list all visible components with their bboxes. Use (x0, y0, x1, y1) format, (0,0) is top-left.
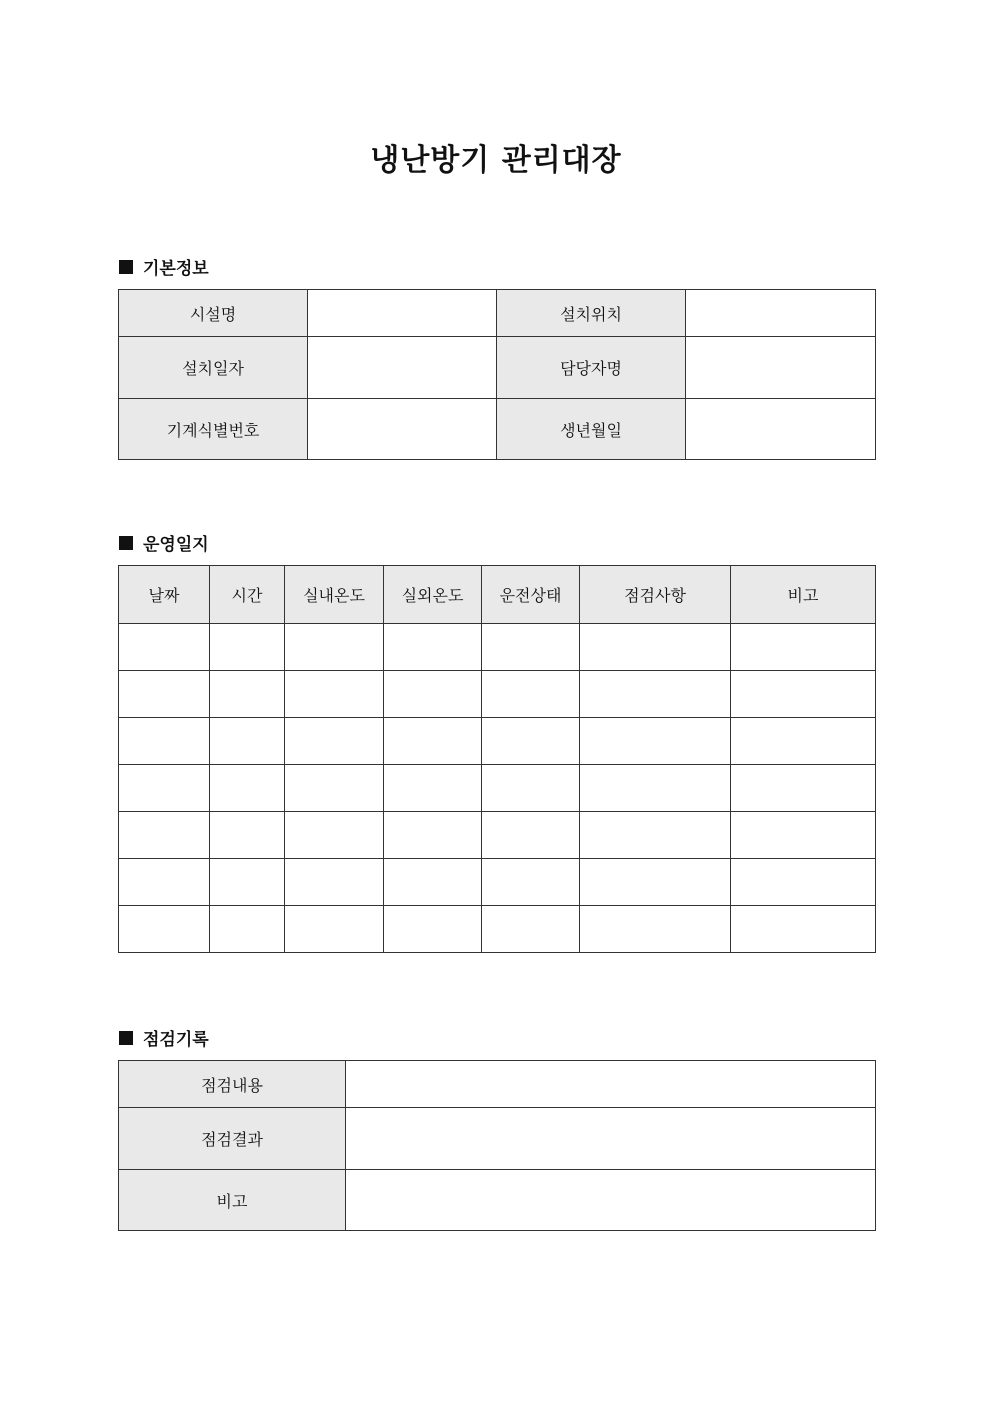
table-row (119, 1061, 876, 1108)
log-cell[interactable] (285, 765, 384, 812)
manager-name-field[interactable] (686, 337, 876, 399)
operation-log-heading-label: 운영일지 (143, 535, 209, 555)
log-cell[interactable] (482, 718, 580, 765)
table-row (119, 812, 876, 859)
basic-info-heading (119, 254, 209, 279)
log-cell[interactable] (210, 859, 285, 906)
birth-date-field[interactable] (686, 399, 876, 460)
log-cell[interactable] (731, 859, 876, 906)
log-cell[interactable] (482, 859, 580, 906)
inspection-remarks-field[interactable] (346, 1170, 876, 1231)
basic-info-table (118, 289, 876, 460)
log-cell[interactable] (285, 671, 384, 718)
table-row (119, 1108, 876, 1170)
log-cell[interactable] (119, 624, 210, 671)
log-cell[interactable] (384, 718, 482, 765)
table-row (119, 399, 876, 460)
log-cell[interactable] (119, 859, 210, 906)
column-header-outdoor-temp: 실외온도 (384, 566, 482, 624)
inspection-result-label: 점검결과 (119, 1108, 346, 1170)
log-cell[interactable] (731, 906, 876, 953)
inspection-content-field[interactable] (346, 1061, 876, 1108)
log-cell[interactable] (482, 906, 580, 953)
log-cell[interactable] (731, 718, 876, 765)
inspection-content-label: 점검내용 (119, 1061, 346, 1108)
table-row (119, 624, 876, 671)
log-cell[interactable] (119, 906, 210, 953)
log-cell[interactable] (384, 765, 482, 812)
column-header-inspection-items: 점검사항 (580, 566, 731, 624)
facility-name-label: 시설명 (119, 290, 308, 337)
inspection-record-heading-label: 점검기록 (143, 1030, 209, 1050)
log-cell[interactable] (580, 624, 731, 671)
table-row (119, 906, 876, 953)
log-cell[interactable] (210, 812, 285, 859)
column-header-date: 날짜 (119, 566, 210, 624)
column-header-remarks: 비고 (731, 566, 876, 624)
log-cell[interactable] (580, 906, 731, 953)
log-cell[interactable] (119, 671, 210, 718)
log-cell[interactable] (384, 671, 482, 718)
table-row (119, 290, 876, 337)
log-cell[interactable] (285, 859, 384, 906)
log-cell[interactable] (482, 765, 580, 812)
table-row (119, 337, 876, 399)
log-cell[interactable] (285, 812, 384, 859)
operation-log-heading (119, 530, 209, 555)
inspection-record-heading (119, 1025, 209, 1050)
log-cell[interactable] (580, 765, 731, 812)
page-title: 냉난방기 관리대장 (370, 143, 622, 178)
install-location-field[interactable] (686, 290, 876, 337)
basic-info-heading-label: 기본정보 (143, 259, 209, 279)
log-cell[interactable] (482, 624, 580, 671)
facility-name-field[interactable] (308, 290, 497, 337)
log-cell[interactable] (580, 718, 731, 765)
log-cell[interactable] (384, 624, 482, 671)
square-bullet-icon (119, 536, 133, 550)
log-cell[interactable] (384, 906, 482, 953)
birth-date-label: 생년월일 (497, 399, 686, 460)
table-row (119, 671, 876, 718)
log-cell[interactable] (731, 812, 876, 859)
manager-name-label: 담당자명 (497, 337, 686, 399)
log-cell[interactable] (285, 718, 384, 765)
inspection-remarks-label: 비고 (119, 1170, 346, 1231)
square-bullet-icon (119, 260, 133, 274)
log-cell[interactable] (580, 859, 731, 906)
log-cell[interactable] (119, 812, 210, 859)
log-cell[interactable] (482, 671, 580, 718)
table-row (119, 718, 876, 765)
log-cell[interactable] (731, 624, 876, 671)
log-cell[interactable] (384, 859, 482, 906)
log-cell[interactable] (210, 718, 285, 765)
log-cell[interactable] (731, 671, 876, 718)
column-header-indoor-temp: 실내온도 (285, 566, 384, 624)
log-cell[interactable] (731, 765, 876, 812)
machine-id-field[interactable] (308, 399, 497, 460)
log-cell[interactable] (119, 765, 210, 812)
log-cell[interactable] (285, 906, 384, 953)
machine-id-label: 기계식별번호 (119, 399, 308, 460)
table-header-row (119, 566, 876, 624)
log-cell[interactable] (285, 624, 384, 671)
log-cell[interactable] (384, 812, 482, 859)
table-row (119, 1170, 876, 1231)
table-row (119, 859, 876, 906)
inspection-result-field[interactable] (346, 1108, 876, 1170)
log-cell[interactable] (210, 624, 285, 671)
log-cell[interactable] (482, 812, 580, 859)
table-row (119, 765, 876, 812)
square-bullet-icon (119, 1031, 133, 1045)
install-date-label: 설치일자 (119, 337, 308, 399)
operation-log-table (118, 565, 876, 953)
install-location-label: 설치위치 (497, 290, 686, 337)
log-cell[interactable] (210, 906, 285, 953)
inspection-record-table (118, 1060, 876, 1231)
log-cell[interactable] (210, 765, 285, 812)
column-header-operation-status: 운전상태 (482, 566, 580, 624)
column-header-time: 시간 (210, 566, 285, 624)
log-cell[interactable] (119, 718, 210, 765)
log-cell[interactable] (580, 812, 731, 859)
install-date-field[interactable] (308, 337, 497, 399)
log-cell[interactable] (580, 671, 731, 718)
log-cell[interactable] (210, 671, 285, 718)
